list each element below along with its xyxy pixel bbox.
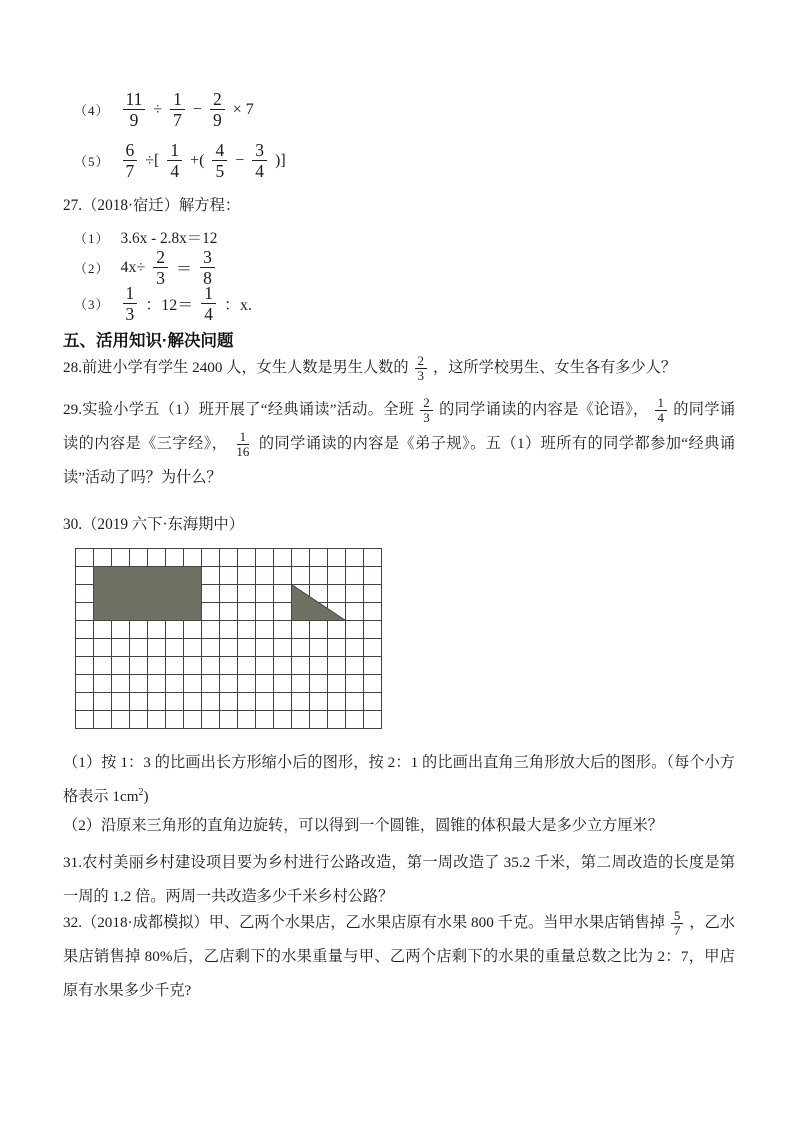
section-5-heading: 五、活用知识·解决问题 [63,332,234,350]
text-run: ＝ [176,261,193,279]
problem-28 [63,351,733,385]
problem-31 [63,846,735,914]
math-expression [118,226,221,248]
text-run: 31.农村美丽乡村建设项目要为乡村进行公路改造，第一周改造了 35.2 千米，第二周改造的长度是第一周的 1.2 倍。两周一共改造多少千米乡村公路？ [63,854,735,906]
math-expression [118,89,257,130]
problem-32 [63,906,735,1009]
problem-30-question-1 [63,746,735,814]
superscript: 2 [138,787,144,799]
fraction: $\frac{5}{7}$ [671,909,684,939]
problem-29 [63,393,735,496]
item-label: （1） [74,230,110,246]
text-run: ÷[ [145,151,160,169]
calc-item-4 [74,89,257,130]
text-run: 的同学诵读的内容是《论语》， [438,401,649,418]
text-run: 4x÷ [120,258,146,276]
text-run: （1）按 1：3 的比画出长方形缩小后的图形，按 2：1 的比画出直角三角形放大后的图形。（每个小方格表示 1cm [63,754,735,806]
math-expression [118,283,256,324]
text-run: 29.实验小学五（1）班开展了“经典诵读”活动。全班 [63,401,415,418]
text-run: − [192,100,202,118]
item-label: （5） [74,154,110,170]
shaded-rectangle [94,567,202,621]
text-run: 3.6x - 2.8x＝12 [120,230,218,247]
text-run: )] [275,151,286,169]
fraction: $\frac{6}{7}$ [123,140,138,181]
text-run: ) [143,788,149,806]
fraction: $\frac{3}{4}$ [252,140,267,181]
text-run: × 7 [232,100,254,118]
fraction: $\frac{1}{4}$ [655,396,668,426]
text-run: ：x. [224,297,253,315]
scale-grid [75,548,382,729]
text-run: （2）沿原来三角形的直角边旋转，可以得到一个圆锥，圆锥的体积最大是多少立方厘米？ [63,817,663,834]
text-run: 28.前进小学有学生 2400 人，女生人数是男生人数的 [63,359,409,376]
text-run: 的同学诵读的内容是《弟子规》。五（1）班所有的同学都参加“经典诵读”活动了吗？为什么？ [63,435,735,487]
fraction: $\frac{2}{3}$ [153,247,168,288]
fraction: $\frac{2}{3}$ [415,354,428,384]
fraction: $\frac{4}{5}$ [212,140,227,181]
fraction: $\frac{1}{7}$ [170,89,185,130]
problem-27-eq-1 [74,226,220,248]
calc-item-5 [74,140,289,181]
fraction: $\frac{3}{8}$ [200,247,215,288]
fraction: $\frac{2}{9}$ [210,89,225,130]
item-label: （4） [74,103,110,119]
problem-27-eq-3 [74,283,255,324]
fraction: $\frac{1}{4}$ [201,283,216,324]
problem-27-title: 27.（2018·宿迁）解方程： [63,197,241,214]
fraction: $\frac{1}{4}$ [167,140,182,181]
problem-30-title: 30.（2019 六下·东海期中） [63,516,245,533]
text-run: 的同学诵读的内容是《三字经》， [63,401,735,453]
item-label: （2） [74,261,110,277]
fraction: $\frac{1}{16}$ [236,428,250,460]
text-run: ，乙水果店销售掉 80%后，乙店剩下的水果重量与甲、乙两个店剩下的水果的重量总数之比为 2：7，甲店原有水果多少千克? [63,914,736,1000]
text-run: − [235,151,245,169]
grid-figure [75,548,382,729]
fraction: $\frac{2}{3}$ [420,396,433,426]
problem-30-question-2 [63,809,735,843]
math-expression [118,140,289,181]
fraction: $\frac{1}{3}$ [123,283,138,324]
text-run: +( [190,151,205,169]
fraction: $\frac{11}{9}$ [123,89,146,130]
text-run: ÷ [153,100,163,118]
item-label: （3） [74,297,110,313]
text-run: ，这所学校男生、女生各有多少人？ [433,359,677,376]
text-run: 32.（2018·成都模拟）甲、乙两个水果店，乙水果店原有水果 800 千克。当甲水果店销售掉 [63,914,665,931]
text-run: ：12＝ [145,297,194,315]
